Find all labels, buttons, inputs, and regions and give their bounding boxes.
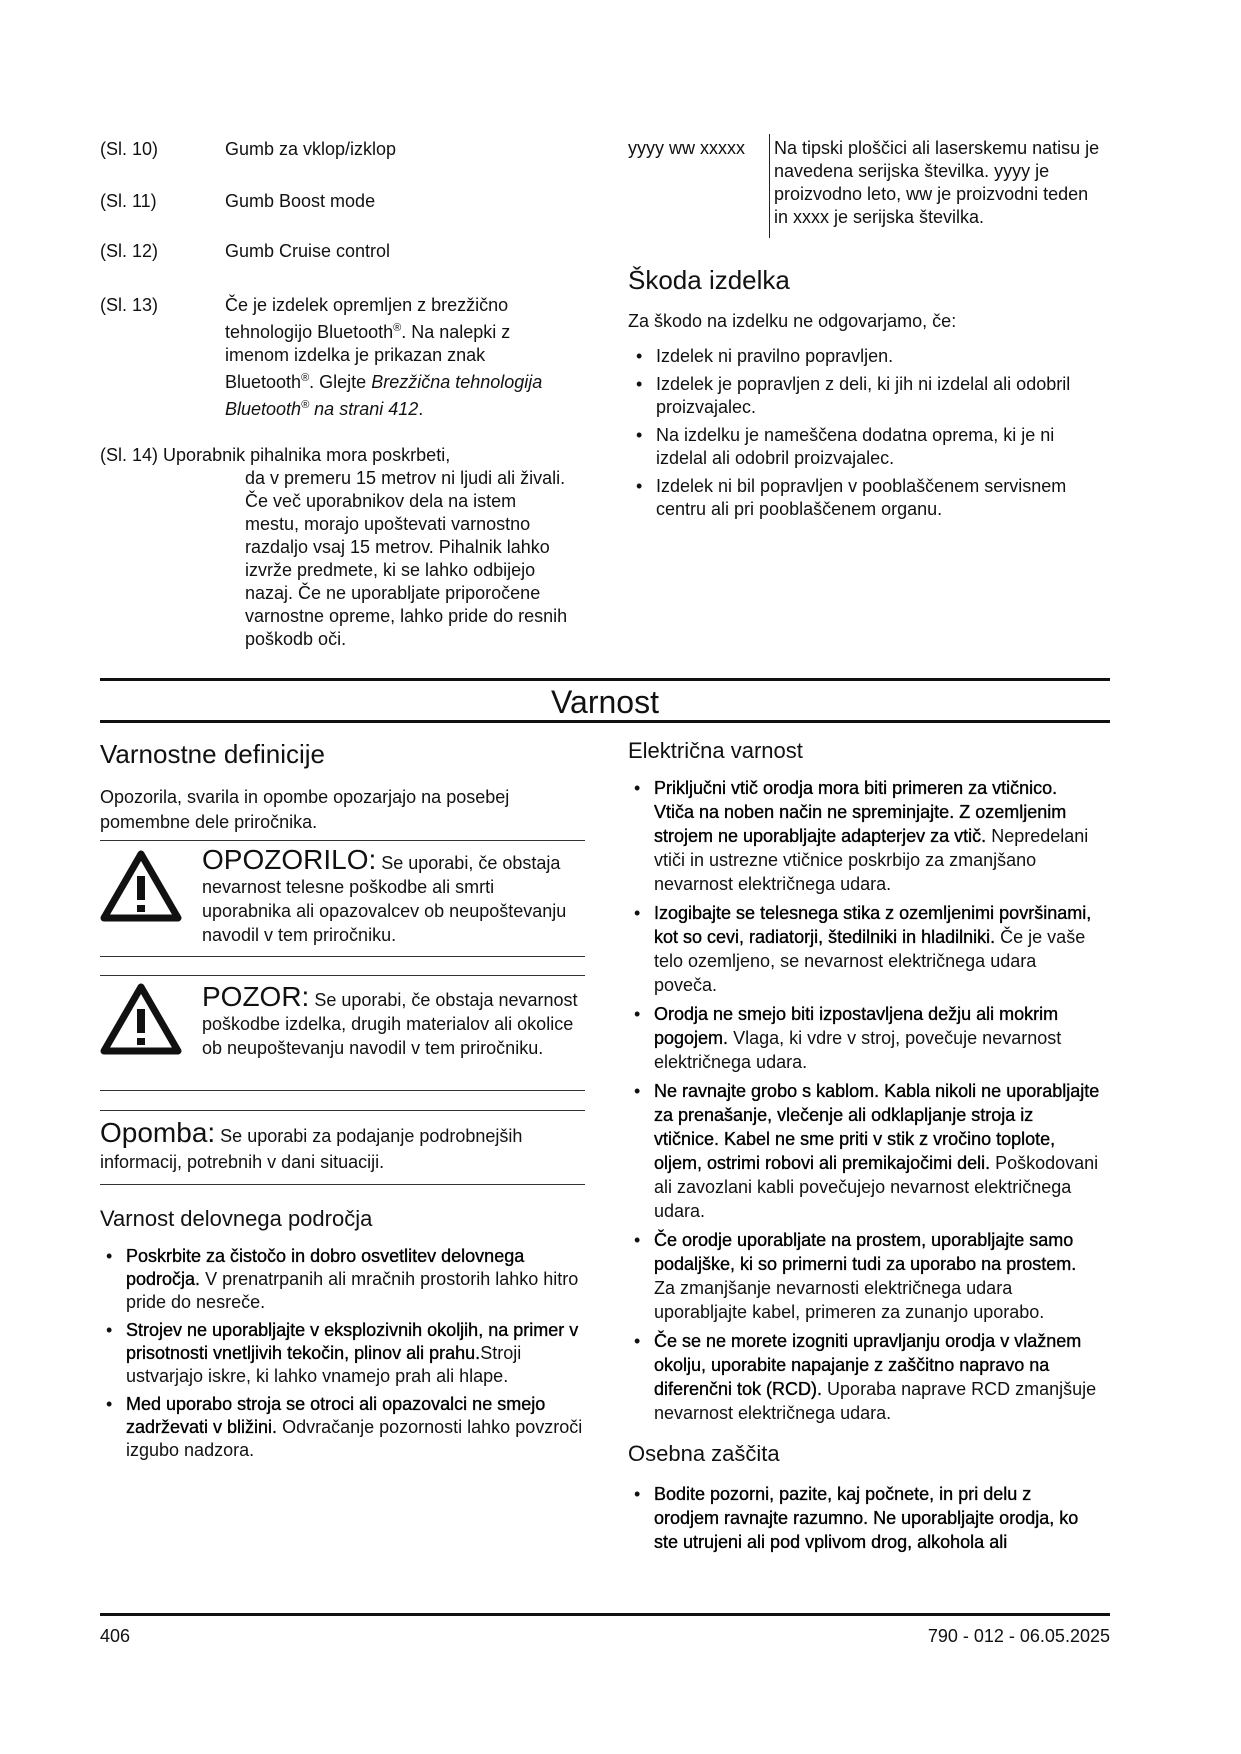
serial-code: yyyy ww xxxxx — [628, 138, 745, 158]
section-rule-top — [100, 678, 1110, 681]
list-item: • Izdelek je popravljen z deli, ki jih ni izdelal ali odobril proizvajalec. — [628, 373, 1098, 419]
list-item: • Izogibajte se telesnega stika z ozemljenimi površinami, kot so cevi, radiatorji, štedilniki in hladilniki. Če je vaše telo ozemljeno, se nevarnost električnega udara poveča. — [626, 901, 1101, 997]
personal-title: Osebna zaščita — [628, 1441, 780, 1466]
list-item: • Izdelek ni pravilno popravljen. — [628, 345, 1098, 368]
list-item: • Ne ravnajte grobo s kablom. Kabla nikoli ne uporabljajte za prenašanje, vlečenje ali odklapljanje stroja iz vtičnice. Kabel ne sme priti v stik z vročino toplote, oljem, ostrimi robovi ali premikajočimi deli. Poškodovani ali zavozlani kabli povečujejo nevarnost električnega udara. — [626, 1079, 1101, 1223]
electrical-title: Električna varnost — [628, 738, 803, 763]
fig-item — [100, 444, 580, 651]
damage-list — [628, 345, 1098, 526]
cross-reference-link[interactable]: Brezžična tehnologija Bluetooth® na strani 412 — [225, 372, 543, 419]
damage-intro: Za škodo na izdelku ne odgovarjamo, če: — [628, 311, 957, 331]
section-rule-bottom — [100, 720, 1110, 723]
fig-text: Če je izdelek opremljen z brezžično tehnologijo Bluetooth®. Na nalepki z imenom izdelka je prikazan znak Bluetooth®. Glejte Brezžična tehnologija Bluetooth® na strani 412. — [225, 295, 543, 419]
fig-text: Gumb za vklop/izklop — [225, 139, 397, 159]
list-item: • Če se ne morete izogniti upravljanju orodja v vlažnem okolju, uporabite napajanje z zaščitno napravo na diferenčni tok (RCD). Uporaba naprave RCD zmanjšuje nevarnost električnega udara. — [626, 1329, 1101, 1425]
divider — [100, 1090, 585, 1091]
note-word: Opomba: — [100, 1117, 216, 1148]
divider — [100, 956, 585, 957]
fig-label: (Sl. 11) — [100, 191, 157, 211]
caution-text: Se uporabi, če obstaja nevarnost poškodbe izdelka, drugih materialov ali okolice ob neupoštevanju navodil v tem priročniku. — [202, 990, 578, 1058]
warning-icon — [100, 850, 182, 922]
warning-text: Se uporabi, če obstaja nevarnost telesne poškodbe ali smrti uporabnika ali opazovalcev ob neupoštevanju navodil v tem priročniku. — [202, 853, 567, 945]
list-item: • Strojev ne uporabljajte v eksplozivnih okoljih, na primer v prisotnosti vnetljivih tekočin, plinov ali prahu.Stroji ustvarjajo iskre, ki lahko vnamejo prah ali hlape. — [98, 1319, 583, 1388]
warning-block — [202, 844, 587, 947]
note-text: Se uporabi za podajanje podrobnejših informacij, potrebnih v dani situaciji. — [100, 1126, 523, 1172]
damage-title: Škoda izdelka — [628, 265, 790, 295]
personal-list — [626, 1482, 1101, 1559]
document-id: 790 - 012 - 06.05.2025 — [927, 1626, 1110, 1646]
list-item: • Izdelek ni bil popravljen v pooblaščenem servisnem centru ali pri pooblaščenem organu. — [628, 475, 1098, 521]
fig-label: (Sl. 14) — [100, 445, 159, 465]
page-number: 406 — [100, 1626, 131, 1646]
fig-text-cont: da v premeru 15 metrov ni ljudi ali živali. Če več uporabnikov dela na istem mestu, morajo upoštevati varnostno razdaljo vsaj 15 metrov. Pihalnik lahko izvrže predmete, ki se lahko odbijejo nazaj. Če ne uporabljate priporočene varnostne opreme, lahko pride do resnih poškodb oči. — [245, 468, 568, 649]
fig-text: Gumb Boost mode — [225, 191, 376, 211]
note-block — [100, 1117, 585, 1175]
definitions-title: Varnostne definicije — [100, 739, 325, 769]
fig-label: (Sl. 13) — [100, 295, 159, 315]
list-item: • Med uporabo stroja se otroci ali opazovalci ne smejo zadrževati v bližini. Odvračanje pozornosti lahko povzroči izgubo nadzora. — [98, 1393, 583, 1462]
fig-text: Gumb Cruise control — [225, 241, 391, 261]
list-item: • Priključni vtič orodja mora biti primeren za vtičnico. Vtiča na noben način ne spreminjajte. Z ozemljenim strojem ne uporabljajte adapterjev za vtič. Nepredelani vtiči in ustrezne vtičnice poskrbijo za zmanjšano nevarnost električnega udara. — [626, 776, 1101, 896]
divider — [100, 975, 585, 976]
definitions-intro: Opozorila, svarila in opombe opozarjajo na posebej pomembne dele priročnika. — [100, 787, 510, 832]
list-item: • Če orodje uporabljate na prostem, uporabljajte samo podaljške, ki so primerni tudi za uporabo na prostem. Za zmanjšanje nevarnosti električnega udara uporabljajte kabel, primeren za zunanjo uporabo. — [626, 1228, 1101, 1324]
caution-word: POZOR: — [202, 981, 310, 1012]
list-item: • Bodite pozorni, pazite, kaj počnete, in pri delu z orodjem ravnajte razumno. Ne uporabljajte orodja, ko ste utrujeni ali pod vplivom drog, alkohola ali — [626, 1482, 1101, 1554]
electrical-list — [626, 776, 1101, 1430]
divider — [100, 1110, 585, 1111]
list-item: • Na izdelku je nameščena dodatna oprema, ki je ni izdelal ali odobril proizvajalec. — [628, 424, 1098, 470]
divider — [100, 840, 585, 841]
list-item: • Orodja ne smejo biti izpostavljena dežju ali mokrim pogojem. Vlaga, ki vdre v stroj, povečuje nevarnost električnega udara. — [626, 1002, 1101, 1074]
section-title: Varnost — [551, 684, 659, 720]
footer-rule — [100, 1613, 1110, 1616]
fig-label: (Sl. 12) — [100, 241, 159, 261]
caution-block — [202, 981, 587, 1060]
warning-word: OPOZORILO: — [202, 844, 377, 875]
serial-divider — [769, 134, 770, 238]
list-item: • Poskrbite za čistočo in dobro osvetlitev delovnega področja. V prenatrpanih ali mračnih prostorih lahko hitro pride do nesreče. — [98, 1245, 583, 1314]
work-area-title: Varnost delovnega področja — [100, 1206, 373, 1231]
serial-text: Na tipski ploščici ali laserskemu natisu je navedena serijska številka. yyyy je proizvodno leto, ww je proizvodni teden in xxxx je serijska številka. — [774, 138, 1100, 227]
caution-icon — [100, 983, 182, 1055]
work-area-list — [98, 1245, 583, 1467]
fig-text: Uporabnik pihalnika mora poskrbeti, — [163, 445, 451, 465]
fig-label: (Sl. 10) — [100, 139, 159, 159]
divider — [100, 1184, 585, 1185]
